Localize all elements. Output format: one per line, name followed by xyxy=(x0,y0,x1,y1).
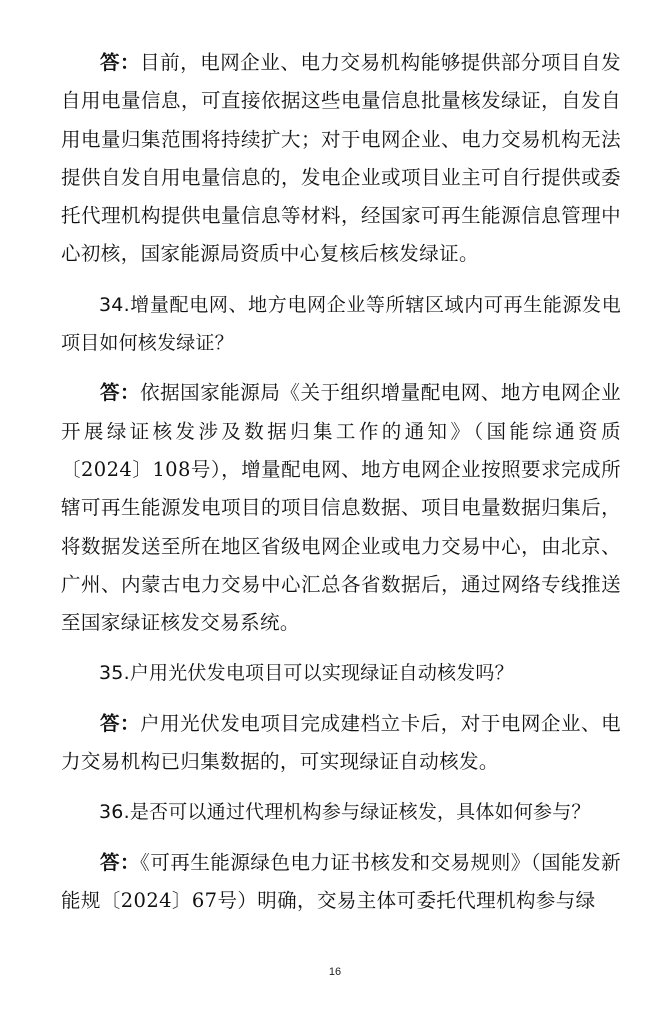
question-34: 34.增量配电网、地方电网企业等所辖区域内可再生能源发电项目如何核发绿证？ xyxy=(61,293,621,355)
answer-label: 答： xyxy=(100,711,141,735)
answer-text-36: 《可再生能源绿色电力证书核发和交易规则》（国能发新能规〔2024〕67号）明确，交易主体可委托代理机构参与绿 xyxy=(61,850,621,912)
answer-label: 答： xyxy=(100,51,141,74)
answer-paragraph-34 xyxy=(61,374,621,642)
question-36: 36.是否可以通过代理机构参与绿证核发，具体如何参与？ xyxy=(99,801,591,824)
answer-label: 答： xyxy=(100,850,141,874)
question-35: 35.户用光伏发电项目可以实现绿证自动核发吗？ xyxy=(99,662,514,685)
answer-paragraph-33 xyxy=(61,44,621,274)
page-number: 16 xyxy=(328,966,342,978)
answer-text-33: 目前，电网企业、电力交易机构能够提供部分项目自发自用电量信息，可直接依据这些电量信息批量核发绿证，自发自用电量归集范围将持续扩大；对于电网企业、电力交易机构无法提供自发自用电量信息的，发电企业或项目业主可自行提供或委托代理机构提供电量信息等材料，经国家可再生能源信息管理中心初核，国家能源局资质中心复核后核发绿证。 xyxy=(61,51,621,266)
answer-text-35: 户用光伏发电项目完成建档立卡后，对于电网企业、电力交易机构已归集数据的，可实现绿证自动核发。 xyxy=(61,711,621,774)
answer-label: 答： xyxy=(100,381,141,405)
document-page xyxy=(61,44,621,932)
answer-text-34: 依据国家能源局《关于组织增量配电网、地方电网企业开展绿证核发涉及数据归集工作的通知》（国能综通资质〔2024〕108号），增量配电网、地方电网企业按照要求完成所辖可再生能源发电项目的项目信息数据、项目电量数据归集后，将数据发送至所在地区省级电网企业或电力交易中心，由北京、广州、内蒙古电力交易中心汇总各省数据后，通过网络专线推送至国家绿证核发交易系统。 xyxy=(61,381,621,635)
answer-paragraph-35 xyxy=(61,705,621,782)
answer-paragraph-36 xyxy=(61,844,621,921)
